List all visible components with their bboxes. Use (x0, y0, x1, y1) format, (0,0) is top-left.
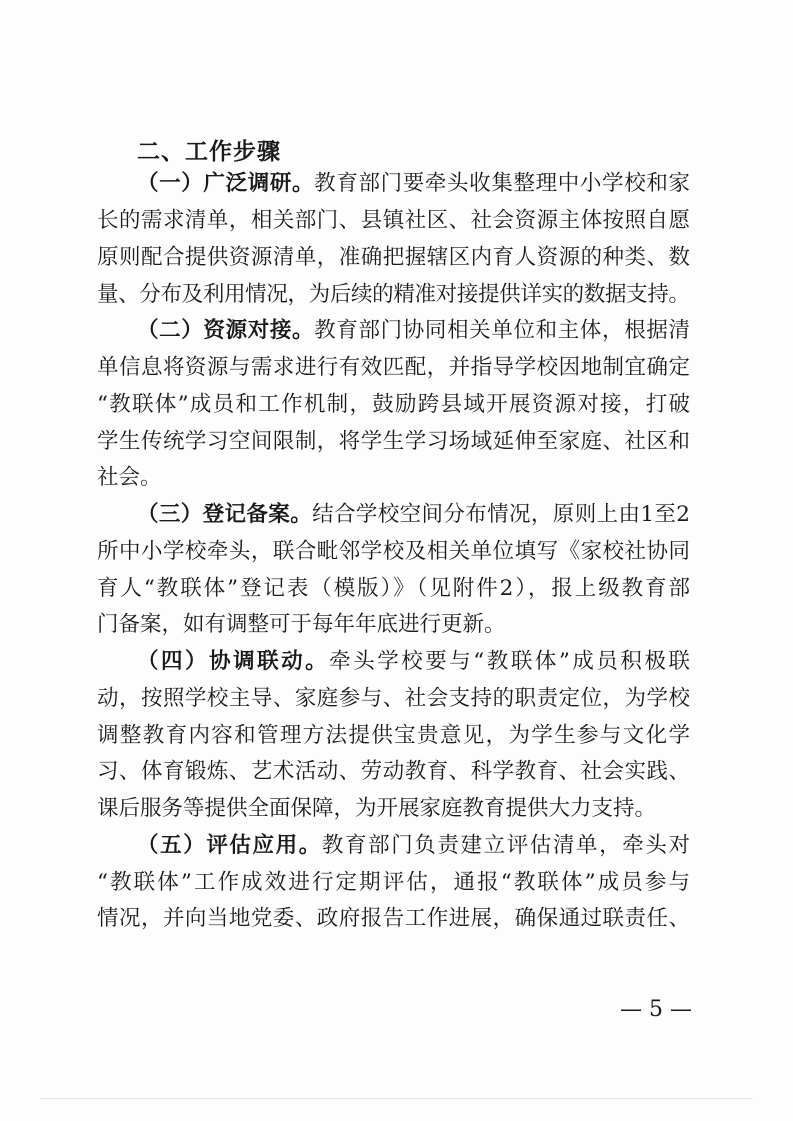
paragraph-text: 情况，并向当地党委、政府报告工作进展，确保通过联责任、 (97, 906, 691, 931)
paragraph-line (97, 247, 690, 269)
paragraph-line (97, 210, 690, 232)
paragraph-line (137, 504, 690, 526)
paragraph-line (97, 394, 691, 416)
paragraph-text: 结合学校空间分布情况，原则上由1至2 (312, 502, 691, 527)
page-bottom-edge (40, 1098, 753, 1099)
paragraph-line (97, 725, 691, 747)
paragraph-line (97, 761, 690, 783)
paragraph-line (97, 357, 690, 379)
paragraph-line (97, 467, 162, 489)
paragraph-text: 教育部门负责建立评估清单，牵头对 (321, 833, 692, 858)
paragraph-lead-title: （三）登记备案。 (137, 502, 313, 527)
paragraph-text: 门备案，如有调整可于每年年底进行更新。 (97, 612, 506, 637)
paragraph-text: 学生传统学习空间限制，将学生学习场域延伸至家庭、社区和 (97, 429, 691, 454)
paragraph-line (97, 614, 506, 636)
paragraph-lead-title: （五）评估应用。 (137, 833, 322, 858)
page-number: — 5 — (620, 997, 692, 1022)
paragraph-line (137, 173, 691, 195)
paragraph-line (97, 578, 692, 600)
paragraph-lead-title: （二）资源对接。 (137, 318, 315, 343)
paragraph-text: 教育部门协同相关单位和主体，根据清 (314, 318, 691, 343)
paragraph-text: 单信息将资源与需求进行有效匹配，并指导学校因地制宜确定 (97, 355, 691, 380)
paragraph-text: 原则配合提供资源清单，准确把握辖区内育人资源的种类、数 (97, 245, 691, 270)
section-heading: 二、工作步骤 (137, 138, 281, 165)
paragraph-line (97, 872, 692, 894)
paragraph-text: 习、体育锻炼、艺术活动、劳动教育、科学教育、社会实践、 (97, 759, 691, 784)
paragraph-line (97, 284, 690, 306)
paragraph-text: 育人“教联体”登记表（模版）》（见附件2），报上级教育部 (97, 576, 692, 601)
paragraph-text: 长的需求清单，相关部门、县镇社区、社会资源主体按照自愿 (97, 208, 691, 233)
paragraph-line (97, 431, 690, 453)
paragraph-line (97, 908, 690, 930)
paragraph-text: 课后服务等提供全面保障，为开展家庭教育提供大力支持。 (97, 796, 657, 821)
paragraph-lead-title: （四）协调联动。 (137, 649, 330, 674)
paragraph-text: 所中小学校牵头，联合毗邻学校及相关单位填写《家校社协同 (97, 539, 691, 564)
paragraph-text: 调整教育内容和管理方法提供宝贵意见，为学生参与文化学 (97, 723, 692, 748)
paragraph-line (137, 835, 692, 857)
paragraph-line (137, 651, 693, 673)
paragraph-text: 量、分布及利用情况，为后续的精准对接提供详实的数据支持。 (97, 282, 690, 307)
paragraph-text: 牵头学校要与“教联体”成员积极联 (329, 649, 693, 674)
paragraph-text: “教联体”工作成效进行定期评估，通报“教联体”成员参与 (97, 870, 693, 895)
paragraph-text: 动，按照学校主导、家庭参与、社会支持的职责定位，为学校 (97, 686, 691, 711)
paragraph-line (137, 320, 691, 342)
paragraph-line (97, 688, 690, 710)
paragraph-text: “教联体”成员和工作机制，鼓励跨县域开展资源对接，打破 (97, 392, 692, 417)
paragraph-lead-title: （一）广泛调研。 (137, 171, 315, 196)
paragraph-line (97, 541, 690, 563)
paragraph-line (97, 798, 656, 820)
paragraph-text: 社会。 (97, 465, 162, 490)
paragraph-text: 教育部门要牵头收集整理中小学校和家 (314, 171, 691, 196)
